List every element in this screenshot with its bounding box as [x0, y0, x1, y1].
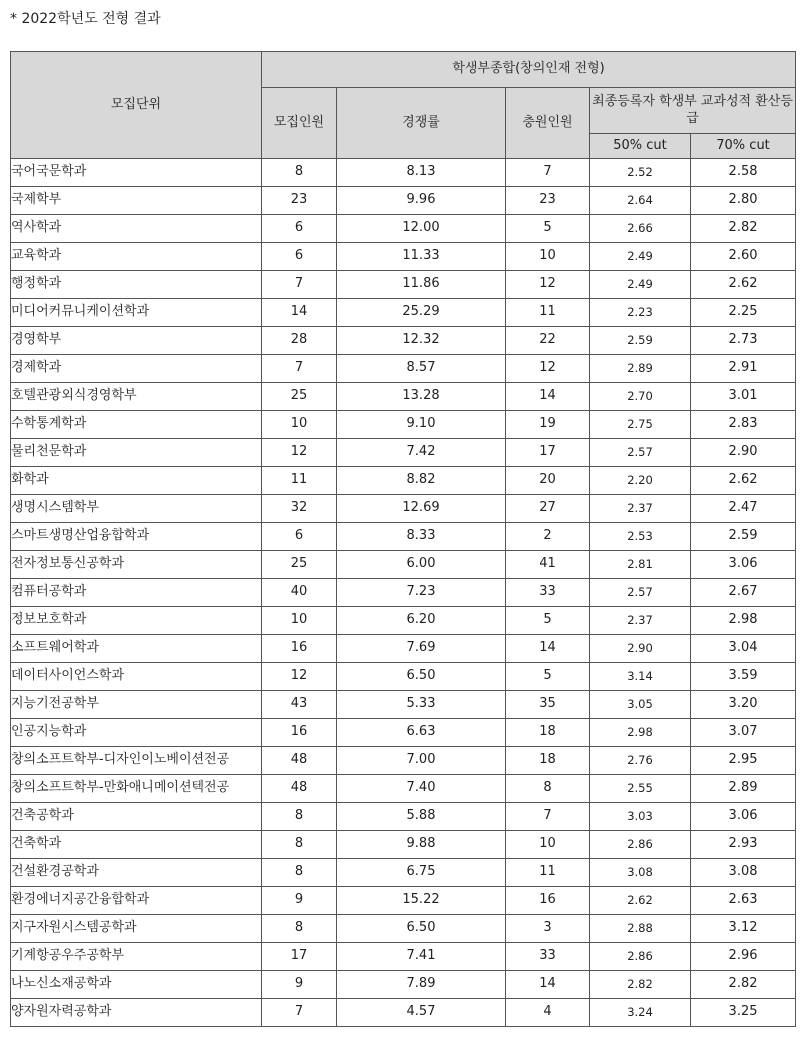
cell-competition: 9.10: [337, 411, 506, 439]
cell-cut70: 2.25: [691, 299, 796, 327]
cell-unit: 환경에너지공간융합학과: [11, 887, 262, 915]
cell-cut50: 2.57: [590, 439, 691, 467]
cell-unit: 나노신소재공학과: [11, 971, 262, 999]
table-row: [11, 831, 796, 859]
admission-results-table: [10, 51, 796, 1027]
cell-quota: 48: [262, 775, 337, 803]
cell-unit: 건설환경공학과: [11, 859, 262, 887]
cell-unit: 소프트웨어학과: [11, 635, 262, 663]
cell-cut70: 2.91: [691, 355, 796, 383]
cell-cut50: 2.89: [590, 355, 691, 383]
table-row: [11, 271, 796, 299]
cell-cut70: 2.59: [691, 523, 796, 551]
cell-cut70: 2.83: [691, 411, 796, 439]
table-row: [11, 887, 796, 915]
cell-additional: 35: [506, 691, 590, 719]
cell-cut50: 2.81: [590, 551, 691, 579]
cell-competition: 11.86: [337, 271, 506, 299]
table-row: [11, 859, 796, 887]
cell-additional: 5: [506, 607, 590, 635]
cell-additional: 20: [506, 467, 590, 495]
cell-cut50: 2.90: [590, 635, 691, 663]
cell-cut50: 2.37: [590, 607, 691, 635]
cell-quota: 16: [262, 635, 337, 663]
cell-cut70: 2.60: [691, 243, 796, 271]
cell-competition: 13.28: [337, 383, 506, 411]
cell-cut50: 2.52: [590, 159, 691, 187]
cell-cut70: 3.12: [691, 915, 796, 943]
cell-competition: 7.42: [337, 439, 506, 467]
cell-quota: 14: [262, 299, 337, 327]
cell-quota: 8: [262, 859, 337, 887]
cell-quota: 48: [262, 747, 337, 775]
cell-cut50: 3.05: [590, 691, 691, 719]
table-row: [11, 467, 796, 495]
cell-competition: 7.00: [337, 747, 506, 775]
cell-competition: 15.22: [337, 887, 506, 915]
cell-cut70: 3.06: [691, 551, 796, 579]
cell-cut70: 2.58: [691, 159, 796, 187]
cell-unit: 행정학과: [11, 271, 262, 299]
table-row: [11, 243, 796, 271]
cell-additional: 3: [506, 915, 590, 943]
cell-cut70: 3.04: [691, 635, 796, 663]
cell-unit: 경제학과: [11, 355, 262, 383]
table-row: [11, 775, 796, 803]
cell-unit: 인공지능학과: [11, 719, 262, 747]
table-body: [11, 159, 796, 1027]
cell-competition: 6.50: [337, 915, 506, 943]
cell-unit: 전자정보통신공학과: [11, 551, 262, 579]
cell-cut50: 2.55: [590, 775, 691, 803]
cell-competition: 7.23: [337, 579, 506, 607]
cell-competition: 5.88: [337, 803, 506, 831]
cell-cut50: 2.37: [590, 495, 691, 523]
cell-additional: 5: [506, 663, 590, 691]
cell-quota: 7: [262, 355, 337, 383]
cell-cut70: 2.80: [691, 187, 796, 215]
cell-additional: 5: [506, 215, 590, 243]
header-cut70: 70% cut: [691, 134, 796, 159]
cell-cut50: 2.59: [590, 327, 691, 355]
table-row: [11, 999, 796, 1027]
cell-cut70: 2.82: [691, 971, 796, 999]
cell-competition: 9.96: [337, 187, 506, 215]
cell-competition: 8.33: [337, 523, 506, 551]
cell-unit: 생명시스템학부: [11, 495, 262, 523]
cell-cut50: 2.66: [590, 215, 691, 243]
cell-additional: 10: [506, 831, 590, 859]
cell-quota: 32: [262, 495, 337, 523]
cell-additional: 23: [506, 187, 590, 215]
cell-competition: 7.69: [337, 635, 506, 663]
cell-additional: 11: [506, 299, 590, 327]
table-row: [11, 439, 796, 467]
cell-cut70: 2.67: [691, 579, 796, 607]
cell-cut70: 3.01: [691, 383, 796, 411]
cell-quota: 6: [262, 243, 337, 271]
cell-cut50: 2.76: [590, 747, 691, 775]
table-row: [11, 495, 796, 523]
cell-cut70: 2.96: [691, 943, 796, 971]
cell-unit: 국어국문학과: [11, 159, 262, 187]
table-caption: * 2022학년도 전형 결과: [10, 11, 161, 27]
header-quota: 모집인원: [262, 88, 337, 159]
cell-unit: 지능기전공학부: [11, 691, 262, 719]
cell-additional: 2: [506, 523, 590, 551]
cell-cut70: 2.95: [691, 747, 796, 775]
cell-cut70: 3.20: [691, 691, 796, 719]
cell-additional: 12: [506, 271, 590, 299]
table-row: [11, 691, 796, 719]
header-additional: 충원인원: [506, 88, 590, 159]
cell-cut50: 3.03: [590, 803, 691, 831]
cell-unit: 컴퓨터공학과: [11, 579, 262, 607]
cell-additional: 7: [506, 803, 590, 831]
cell-competition: 7.40: [337, 775, 506, 803]
cell-cut70: 3.25: [691, 999, 796, 1027]
cell-cut70: 2.73: [691, 327, 796, 355]
cell-unit: 기계항공우주공학부: [11, 943, 262, 971]
cell-quota: 23: [262, 187, 337, 215]
cell-additional: 12: [506, 355, 590, 383]
cell-cut50: 2.70: [590, 383, 691, 411]
table-row: [11, 579, 796, 607]
cell-unit: 물리천문학과: [11, 439, 262, 467]
cell-cut50: 2.53: [590, 523, 691, 551]
cell-unit: 경영학부: [11, 327, 262, 355]
cell-additional: 4: [506, 999, 590, 1027]
cell-cut70: 2.62: [691, 271, 796, 299]
cell-quota: 8: [262, 159, 337, 187]
cell-unit: 건축공학과: [11, 803, 262, 831]
cell-additional: 17: [506, 439, 590, 467]
cell-competition: 12.00: [337, 215, 506, 243]
cell-unit: 데이터사이언스학과: [11, 663, 262, 691]
cell-cut50: 3.08: [590, 859, 691, 887]
cell-competition: 7.89: [337, 971, 506, 999]
table-row: [11, 215, 796, 243]
cell-cut50: 3.24: [590, 999, 691, 1027]
cell-unit: 국제학부: [11, 187, 262, 215]
cell-unit: 화학과: [11, 467, 262, 495]
table-row: [11, 411, 796, 439]
header-unit: 모집단위: [11, 52, 262, 159]
cell-quota: 10: [262, 411, 337, 439]
cell-additional: 18: [506, 747, 590, 775]
cell-additional: 22: [506, 327, 590, 355]
table-row: [11, 915, 796, 943]
table-row: [11, 159, 796, 187]
table-header: [11, 52, 796, 159]
table-row: [11, 747, 796, 775]
cell-competition: 8.13: [337, 159, 506, 187]
header-cut50: 50% cut: [590, 134, 691, 159]
cell-cut70: 2.98: [691, 607, 796, 635]
table-row: [11, 299, 796, 327]
table-row: [11, 187, 796, 215]
cell-additional: 41: [506, 551, 590, 579]
cell-additional: 27: [506, 495, 590, 523]
table-row: [11, 635, 796, 663]
cell-quota: 7: [262, 999, 337, 1027]
cell-cut50: 2.49: [590, 243, 691, 271]
cell-competition: 8.57: [337, 355, 506, 383]
cell-quota: 8: [262, 831, 337, 859]
cell-competition: 11.33: [337, 243, 506, 271]
cell-additional: 8: [506, 775, 590, 803]
cell-quota: 28: [262, 327, 337, 355]
cell-cut70: 2.82: [691, 215, 796, 243]
cell-cut50: 2.20: [590, 467, 691, 495]
cell-competition: 12.32: [337, 327, 506, 355]
table-row: [11, 719, 796, 747]
cell-unit: 미디어커뮤니케이션학과: [11, 299, 262, 327]
cell-cut70: 3.06: [691, 803, 796, 831]
cell-additional: 14: [506, 635, 590, 663]
cell-additional: 11: [506, 859, 590, 887]
table-row: [11, 971, 796, 999]
cell-additional: 10: [506, 243, 590, 271]
cell-competition: 4.57: [337, 999, 506, 1027]
cell-competition: 6.63: [337, 719, 506, 747]
cell-cut70: 3.07: [691, 719, 796, 747]
cell-cut50: 2.75: [590, 411, 691, 439]
table-row: [11, 663, 796, 691]
table-row: [11, 607, 796, 635]
cell-cut70: 2.63: [691, 887, 796, 915]
cell-quota: 16: [262, 719, 337, 747]
table-row: [11, 383, 796, 411]
table-row: [11, 803, 796, 831]
cell-additional: 19: [506, 411, 590, 439]
cell-cut50: 2.49: [590, 271, 691, 299]
cell-additional: 7: [506, 159, 590, 187]
cell-cut70: 2.62: [691, 467, 796, 495]
cell-unit: 수학통계학과: [11, 411, 262, 439]
cell-unit: 호텔관광외식경영학부: [11, 383, 262, 411]
cell-cut70: 2.89: [691, 775, 796, 803]
cell-quota: 6: [262, 215, 337, 243]
cell-cut70: 2.90: [691, 439, 796, 467]
cell-competition: 12.69: [337, 495, 506, 523]
cell-quota: 12: [262, 439, 337, 467]
table-row: [11, 551, 796, 579]
cell-quota: 43: [262, 691, 337, 719]
cell-quota: 7: [262, 271, 337, 299]
cell-unit: 스마트생명산업융합학과: [11, 523, 262, 551]
cell-cut50: 2.86: [590, 831, 691, 859]
cell-additional: 18: [506, 719, 590, 747]
cell-cut50: 2.23: [590, 299, 691, 327]
cell-additional: 33: [506, 579, 590, 607]
cell-quota: 12: [262, 663, 337, 691]
cell-quota: 9: [262, 971, 337, 999]
cell-competition: 7.41: [337, 943, 506, 971]
cell-cut50: 2.62: [590, 887, 691, 915]
cell-cut70: 2.93: [691, 831, 796, 859]
cell-quota: 11: [262, 467, 337, 495]
cell-unit: 건축학과: [11, 831, 262, 859]
cell-quota: 9: [262, 887, 337, 915]
cell-unit: 정보보호학과: [11, 607, 262, 635]
cell-unit: 양자원자력공학과: [11, 999, 262, 1027]
cell-cut50: 2.64: [590, 187, 691, 215]
cell-competition: 25.29: [337, 299, 506, 327]
cell-quota: 40: [262, 579, 337, 607]
cell-unit: 교육학과: [11, 243, 262, 271]
cell-quota: 17: [262, 943, 337, 971]
header-competition: 경쟁률: [337, 88, 506, 159]
cell-quota: 25: [262, 551, 337, 579]
cell-cut50: 2.57: [590, 579, 691, 607]
cell-additional: 33: [506, 943, 590, 971]
cell-cut50: 2.88: [590, 915, 691, 943]
cell-cut50: 2.86: [590, 943, 691, 971]
cell-competition: 6.75: [337, 859, 506, 887]
cell-quota: 10: [262, 607, 337, 635]
cell-quota: 8: [262, 915, 337, 943]
cell-quota: 6: [262, 523, 337, 551]
cell-unit: 창의소프트학부-만화애니메이션텍전공: [11, 775, 262, 803]
cell-competition: 6.50: [337, 663, 506, 691]
cell-additional: 16: [506, 887, 590, 915]
table-row: [11, 943, 796, 971]
cell-unit: 역사학과: [11, 215, 262, 243]
cell-unit: 지구자원시스템공학과: [11, 915, 262, 943]
header-group: 학생부종합(창의인재 전형): [262, 52, 796, 88]
cell-cut50: 3.14: [590, 663, 691, 691]
cell-competition: 9.88: [337, 831, 506, 859]
cell-cut70: 3.08: [691, 859, 796, 887]
cell-cut70: 2.47: [691, 495, 796, 523]
table-row: [11, 523, 796, 551]
header-grade-group: 최종등록자 학생부 교과성적 환산등급: [590, 88, 796, 134]
cell-cut50: 2.98: [590, 719, 691, 747]
cell-cut70: 3.59: [691, 663, 796, 691]
cell-quota: 8: [262, 803, 337, 831]
cell-competition: 6.20: [337, 607, 506, 635]
cell-competition: 5.33: [337, 691, 506, 719]
cell-additional: 14: [506, 971, 590, 999]
cell-unit: 창의소프트학부-디자인이노베이션전공: [11, 747, 262, 775]
table-row: [11, 355, 796, 383]
cell-additional: 14: [506, 383, 590, 411]
cell-competition: 6.00: [337, 551, 506, 579]
table-row: [11, 327, 796, 355]
cell-competition: 8.82: [337, 467, 506, 495]
cell-cut50: 2.82: [590, 971, 691, 999]
cell-quota: 25: [262, 383, 337, 411]
